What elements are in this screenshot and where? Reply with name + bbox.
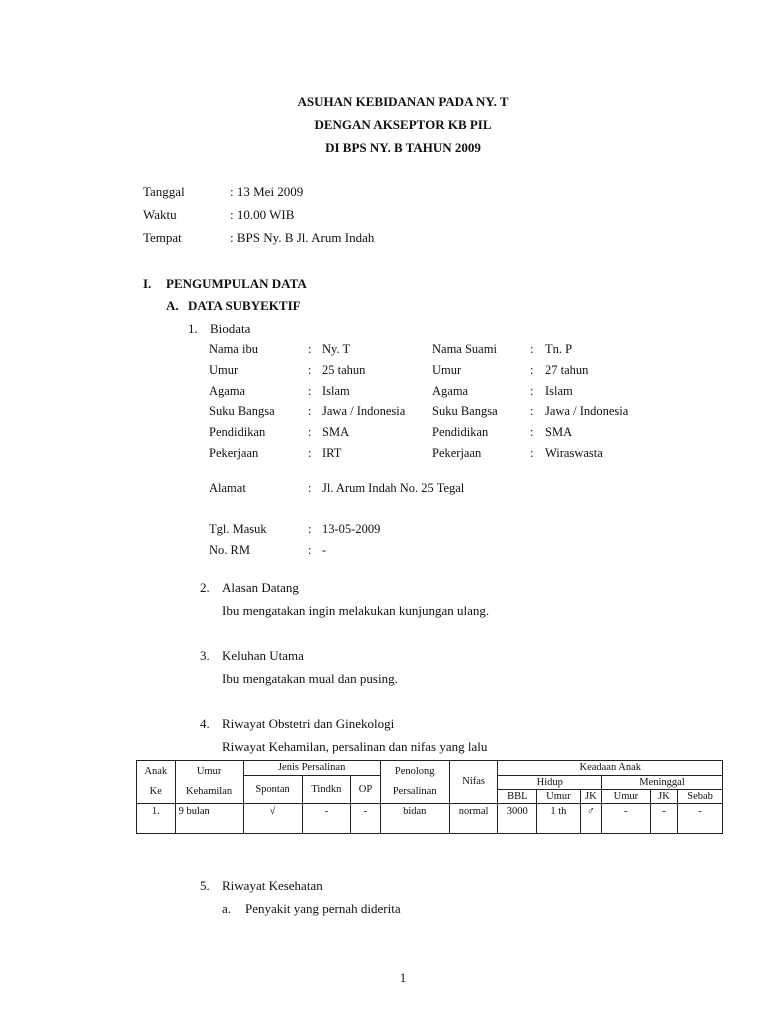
bio-label-alamat: Alamat [209, 481, 246, 495]
meta-value-waktu: : 10.00 WIB [230, 207, 295, 222]
cell-umur-hidup: 1 th [537, 804, 581, 834]
bio-value-umur-ibu: 25 tahun [322, 363, 366, 377]
bio-sep: : [308, 425, 312, 439]
meta-value-tanggal: : 13 Mei 2009 [230, 184, 304, 199]
col-umur-kehamilan-line2: Kehamilan [186, 786, 233, 797]
col-umur-meninggal: Umur [602, 790, 651, 804]
bio-value-no-rm: - [322, 543, 327, 557]
cell-tindkn: - [302, 804, 351, 834]
bio-value-suku-suami: Jawa / Indonesia [545, 404, 629, 418]
bio-value-agama-suami: Islam [545, 384, 573, 398]
bio-label-umur-suami: Umur [432, 363, 462, 377]
cell-umur-kehamilan: 9 bulan [175, 804, 243, 834]
item-3-title: Keluhan Utama [222, 648, 304, 663]
bio-sep: : [308, 522, 312, 536]
bio-label-suku-ibu: Suku Bangsa [209, 404, 275, 418]
col-keadaan-anak: Keadaan Anak [498, 761, 723, 776]
cell-penolong: bidan [380, 804, 449, 834]
bio-label-pendidikan-ibu: Pendidikan [209, 425, 266, 439]
col-tindkn: Tindkn [302, 776, 351, 804]
bio-sep: : [308, 384, 312, 398]
bio-sep: : [530, 342, 534, 356]
section-a-number: A. [166, 298, 179, 313]
col-penolong-line1: Penolong [394, 766, 435, 777]
bio-sep: : [308, 446, 312, 460]
col-meninggal: Meninggal [602, 776, 723, 790]
bio-label-pekerjaan-ibu: Pekerjaan [209, 446, 259, 460]
bio-sep: : [530, 425, 534, 439]
bio-sep: : [308, 543, 312, 557]
bio-value-tgl-masuk: 13-05-2009 [322, 522, 381, 536]
col-jenis-persalinan: Jenis Persalinan [243, 761, 380, 776]
cell-umur-meninggal: - [602, 804, 651, 834]
bio-sep: : [530, 384, 534, 398]
item-2-text: Ibu mengatakan ingin melakukan kunjungan ulang. [222, 603, 490, 618]
bio-value-suku-ibu: Jawa / Indonesia [322, 404, 406, 418]
bio-label-agama-ibu: Agama [209, 384, 246, 398]
item-3-number: 3. [200, 648, 210, 663]
bio-value-nama-ibu: Ny. T [322, 342, 351, 356]
cell-sebab: - [678, 804, 723, 834]
bio-label-pendidikan-suami: Pendidikan [432, 425, 489, 439]
cell-nifas: normal [449, 804, 498, 834]
item-4-title: Riwayat Obstetri dan Ginekologi [222, 716, 395, 731]
cell-op: - [351, 804, 380, 834]
section-1-number: I. [143, 276, 152, 291]
bio-sep: : [308, 404, 312, 418]
item-5-title: Riwayat Kesehatan [222, 878, 323, 893]
bio-label-umur-ibu: Umur [209, 363, 239, 377]
item-2-number: 2. [200, 580, 210, 595]
col-spontan: Spontan [243, 776, 302, 804]
bio-label-tgl-masuk: Tgl. Masuk [209, 522, 267, 536]
bio-sep: : [308, 363, 312, 377]
item-5a-title: Penyakit yang pernah diderita [245, 901, 401, 916]
riwayat-kehamilan-table [136, 760, 723, 834]
page-number: 1 [399, 970, 407, 985]
col-anak-ke-line2: Ke [149, 786, 162, 797]
meta-label-tempat: Tempat [143, 230, 182, 245]
col-umur-kehamilan-line1: Umur [196, 766, 222, 777]
bio-value-pendidikan-suami: SMA [545, 425, 573, 439]
item-5a-number: a. [222, 901, 232, 916]
col-bbl: BBL [498, 790, 537, 804]
bio-label-pekerjaan-suami: Pekerjaan [432, 446, 482, 460]
col-penolong-persalinan [380, 761, 449, 804]
biodata-title: Biodata [210, 321, 251, 336]
bio-label-suku-suami: Suku Bangsa [432, 404, 498, 418]
bio-value-alamat: Jl. Arum Indah No. 25 Tegal [322, 481, 465, 495]
doc-title-line-3: DI BPS NY. B TAHUN 2009 [325, 140, 481, 155]
bio-value-agama-ibu: Islam [322, 384, 350, 398]
doc-title-line-2: DENGAN AKSEPTOR KB PIL [314, 117, 492, 132]
bio-label-nama-suami: Nama Suami [432, 342, 497, 356]
bio-sep: : [530, 446, 534, 460]
col-umur-kehamilan [175, 761, 243, 804]
item-5-number: 5. [200, 878, 210, 893]
meta-label-tanggal: Tanggal [143, 184, 185, 199]
bio-label-agama-suami: Agama [432, 384, 469, 398]
col-hidup: Hidup [498, 776, 602, 790]
bio-sep: : [530, 363, 534, 377]
bio-label-no-rm: No. RM [209, 543, 250, 557]
doc-title-line-1: ASUHAN KEBIDANAN PADA NY. T [297, 94, 509, 109]
col-nifas: Nifas [449, 761, 498, 804]
col-anak-ke-line1: Anak [144, 766, 168, 777]
item-4-number: 4. [200, 716, 210, 731]
item-4-text: Riwayat Kehamilan, persalinan dan nifas yang lalu [222, 739, 488, 754]
bio-sep: : [308, 342, 312, 356]
bio-value-pendidikan-ibu: SMA [322, 425, 350, 439]
col-jk-meninggal: JK [650, 790, 677, 804]
cell-bbl: 3000 [498, 804, 537, 834]
section-1-title: PENGUMPULAN DATA [166, 276, 307, 291]
bio-sep: : [530, 404, 534, 418]
col-anak-ke [137, 761, 176, 804]
biodata-number: 1. [188, 321, 198, 336]
bio-value-pekerjaan-ibu: IRT [322, 446, 342, 460]
table-row [137, 804, 723, 834]
item-2-title: Alasan Datang [222, 580, 299, 595]
col-jk-hidup: JK [580, 790, 601, 804]
col-op: OP [351, 776, 380, 804]
bio-value-nama-suami: Tn. P [545, 342, 573, 356]
bio-label-nama-ibu: Nama ibu [209, 342, 258, 356]
item-3-text: Ibu mengatakan mual dan pusing. [222, 671, 398, 686]
bio-value-pekerjaan-suami: Wiraswasta [545, 446, 603, 460]
bio-sep: : [308, 481, 312, 495]
col-penolong-line2: Persalinan [392, 786, 437, 797]
cell-anak-ke: 1. [137, 804, 176, 834]
male-symbol-icon: ♂ [580, 804, 601, 834]
meta-label-waktu: Waktu [143, 207, 177, 222]
cell-jk-meninggal: - [650, 804, 677, 834]
col-umur-hidup: Umur [537, 790, 581, 804]
cell-spontan: √ [243, 804, 302, 834]
col-sebab: Sebab [678, 790, 723, 804]
bio-value-umur-suami: 27 tahun [545, 363, 589, 377]
section-a-title: DATA SUBYEKTIF [188, 298, 301, 313]
meta-value-tempat: : BPS Ny. B Jl. Arum Indah [230, 230, 375, 245]
